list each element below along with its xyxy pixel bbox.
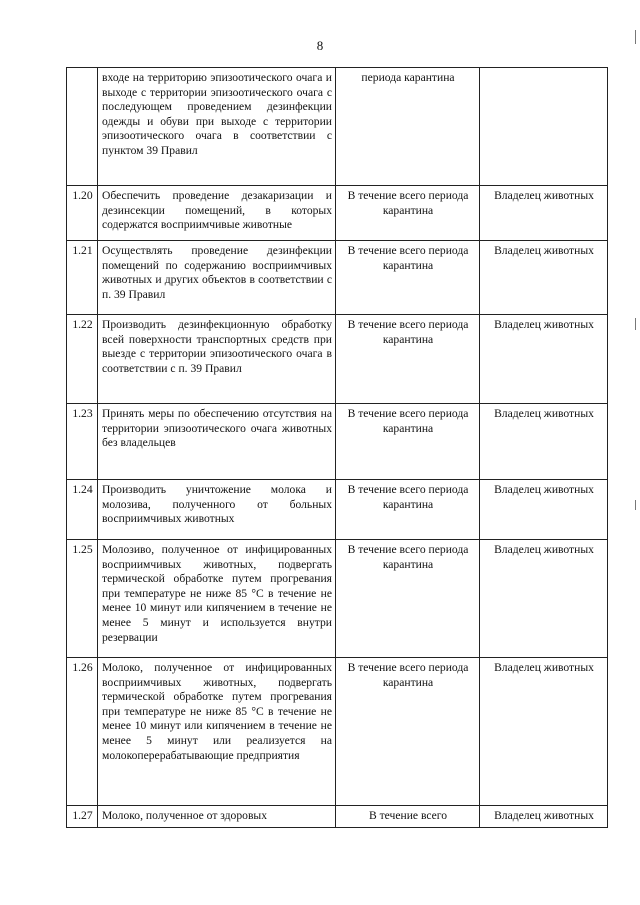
measure-responsible: Владелец животных xyxy=(480,315,608,404)
table-row xyxy=(67,540,608,658)
measure-responsible xyxy=(480,68,608,186)
row-number: 1.23 xyxy=(67,404,98,480)
scan-edge-mark xyxy=(635,500,636,510)
measure-term: В течение всего периода карантина xyxy=(336,241,480,315)
table-row xyxy=(67,480,608,540)
row-number xyxy=(67,68,98,186)
measure-description: Производить уничтожение молока и молозива, полученного от больных восприимчивых животных xyxy=(98,480,336,540)
measure-description: Молозиво, полученное от инфицированных восприимчивых животных, подвергать термической обработке путем прогревания при температуре не ниже 85 °С в течение не менее 10 минут или кипячением в течение не менее 5 минут и используется внутри резервации xyxy=(98,540,336,658)
table-row xyxy=(67,186,608,241)
table-row xyxy=(67,68,608,186)
row-number: 1.27 xyxy=(67,806,98,828)
page-number: 8 xyxy=(316,38,324,53)
table-row xyxy=(67,404,608,480)
measures-table xyxy=(66,67,608,828)
table-row xyxy=(67,658,608,806)
measure-term: В течение всего периода карантина xyxy=(336,658,480,806)
measure-term: В течение всего периода карантина xyxy=(336,186,480,241)
measure-term: В течение всего периода карантина xyxy=(336,315,480,404)
row-number: 1.25 xyxy=(67,540,98,658)
measure-term: В течение всего периода карантина xyxy=(336,404,480,480)
row-number: 1.26 xyxy=(67,658,98,806)
table-row xyxy=(67,241,608,315)
measure-responsible: Владелец животных xyxy=(480,658,608,806)
measure-responsible: Владелец животных xyxy=(480,480,608,540)
measure-responsible: Владелец животных xyxy=(480,806,608,828)
measure-responsible: Владелец животных xyxy=(480,540,608,658)
measure-description: Обеспечить проведение дезакаризации и дезинсекции помещений, в которых содержатся восприимчивые животные xyxy=(98,186,336,241)
scan-edge-mark xyxy=(635,318,636,330)
row-number: 1.22 xyxy=(67,315,98,404)
row-number: 1.20 xyxy=(67,186,98,241)
measure-responsible: Владелец животных xyxy=(480,186,608,241)
measure-term: периода карантина xyxy=(336,68,480,186)
measure-responsible: Владелец животных xyxy=(480,241,608,315)
table-row xyxy=(67,315,608,404)
measure-term: В течение всего периода карантина xyxy=(336,540,480,658)
measure-description: Осуществлять проведение дезинфекции помещений по содержанию восприимчивых животных и других объектов в соответствии с п. 39 Правил xyxy=(98,241,336,315)
measure-term: В течение всего периода карантина xyxy=(336,480,480,540)
measure-description: Молоко, полученное от здоровых xyxy=(98,806,336,828)
measure-term: В течение всего xyxy=(336,806,480,828)
measure-description: входе на территорию эпизоотического очага и выходе с территории эпизоотического очага с последующем проведением дезинфекции одежды и обуви при выходе с территории эпизоотического очага в соответствии с пунктом 39 Правил xyxy=(98,68,336,186)
measure-responsible: Владелец животных xyxy=(480,404,608,480)
measure-description: Производить дезинфекционную обработку всей поверхности транспортных средств при выезде с территории эпизоотического очага в соответствии с п. 39 Правил xyxy=(98,315,336,404)
measure-description: Молоко, полученное от инфицированных восприимчивых животных, подвергать термической обработке путем прогревания при температуре не ниже 85 °С в течение не менее 10 минут или кипячением в течение не менее 5 минут или реализуется на молокоперерабатывающие предприятия xyxy=(98,658,336,806)
row-number: 1.24 xyxy=(67,480,98,540)
table-row xyxy=(67,806,608,828)
row-number: 1.21 xyxy=(67,241,98,315)
measure-description: Принять меры по обеспечению отсутствия на территории эпизоотического очага животных без владельцев xyxy=(98,404,336,480)
scan-edge-mark xyxy=(635,30,636,44)
